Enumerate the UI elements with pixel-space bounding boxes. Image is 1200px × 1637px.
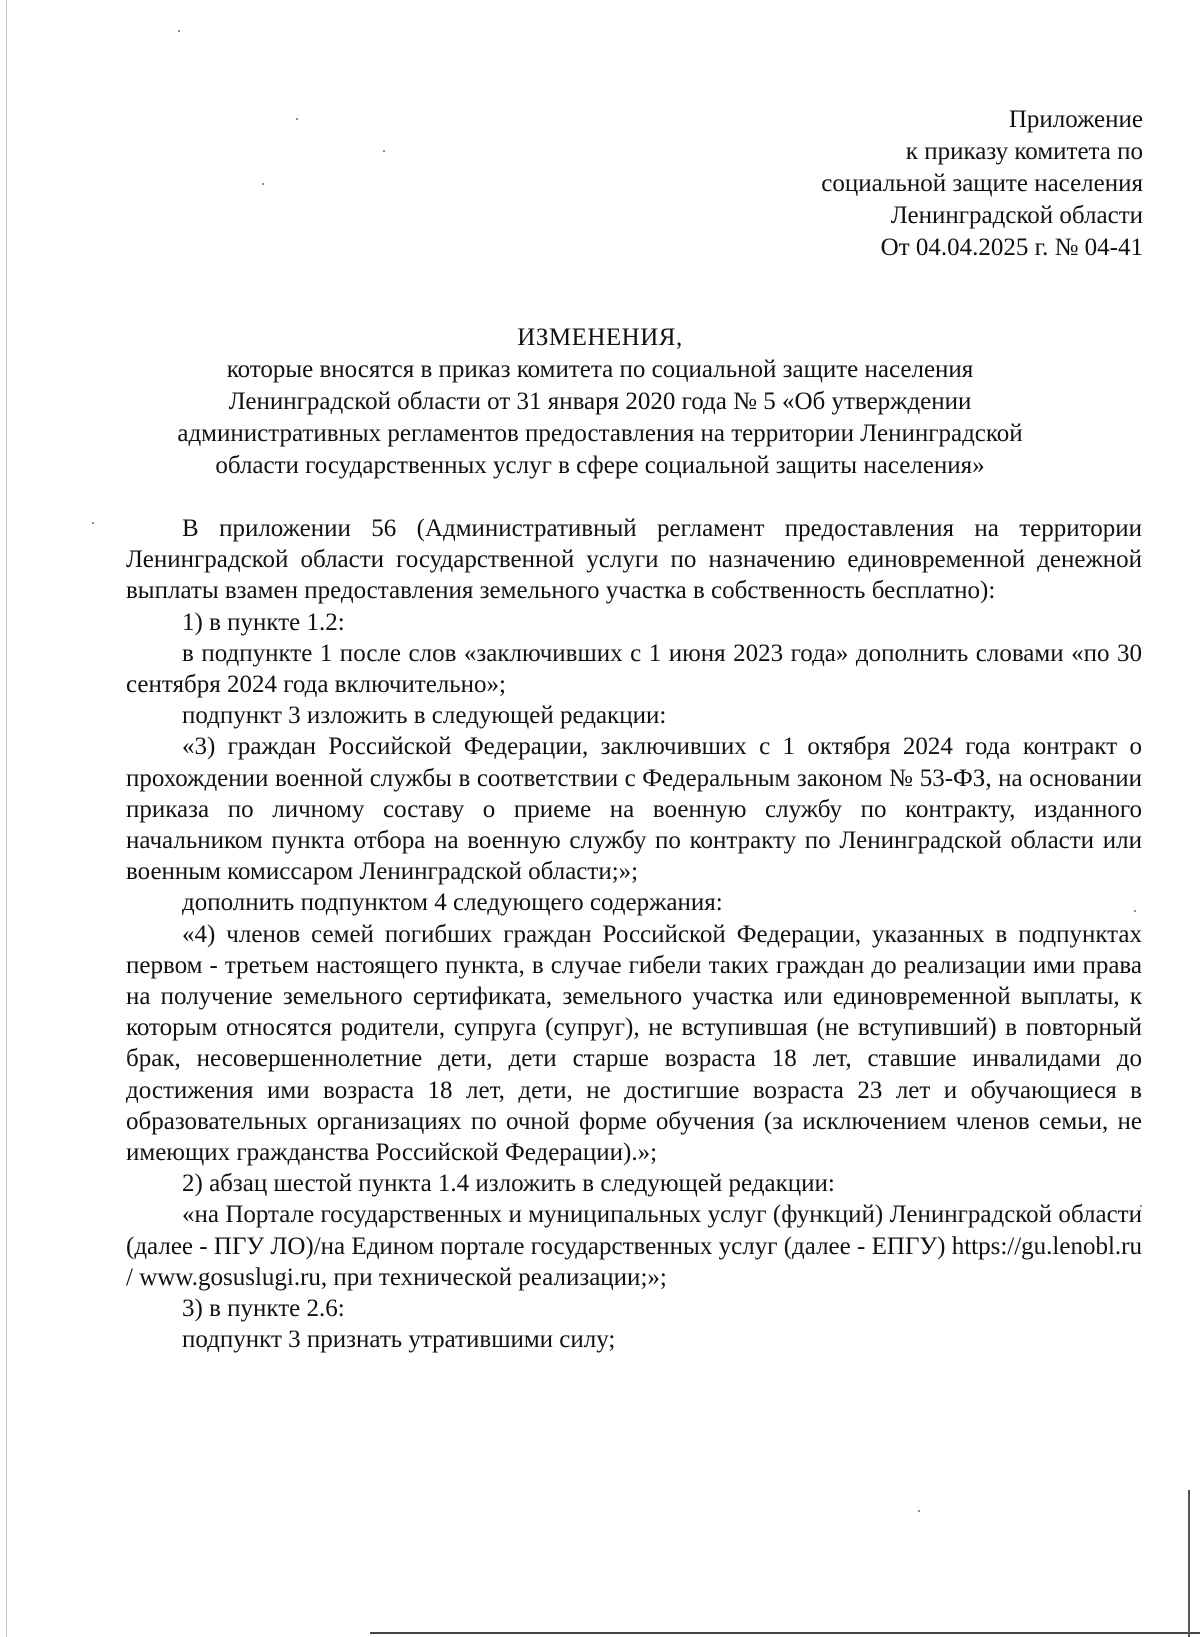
scan-edge-left (6, 0, 7, 1637)
appendix-order-number: От 04.04.2025 г. № 04-41 (880, 234, 1143, 261)
body-paragraph: дополнить подпунктом 4 следующего содержания: (182, 889, 723, 917)
body-paragraph: 2) абзац шестой пункта 1.4 изложить в следующей редакции: (182, 1170, 835, 1198)
appendix-header-line: Приложение (1008, 106, 1143, 133)
appendix-header-line: социальной защите населения (821, 170, 1143, 197)
document-body (126, 513, 1142, 1355)
title-line: которые вносятся в приказ комитета по социальной защите населения (226, 356, 974, 383)
body-paragraph: «3) граждан Российской Федерации, заключивших с 1 октября 2024 года контракт о прохождении военной службы в соответствии с Федеральным законом № 53-ФЗ, на основании приказа по личному составу о приеме на военную службу по контракту, изданного начальником пункта отбора на военную службу по контракту по Ленинградской области или военным комиссаром Ленинградской области;»; (126, 733, 1142, 886)
scan-speck (92, 522, 94, 524)
appendix-header-line: к приказу комитета по (905, 138, 1143, 165)
scan-speck (918, 1510, 920, 1512)
title-heading: ИЗМЕНЕНИЯ, (517, 324, 683, 351)
scan-speck (262, 183, 264, 185)
body-paragraph: в подпункте 1 после слов «заключивших с 1 июня 2023 года» дополнить словами «по 30 сентября 2024 года включительно»; (126, 639, 1142, 699)
body-paragraph: 3) в пункте 2.6: (182, 1295, 345, 1323)
appendix-header (821, 104, 1143, 264)
appendix-header-line: Ленинградской области (890, 202, 1143, 229)
body-paragraph: подпункт 3 изложить в следующей редакции: (182, 702, 667, 730)
scan-edge-right (1188, 1490, 1190, 1637)
title-line: области государственных услуг в сфере социальной защиты населения» (215, 452, 985, 479)
body-paragraph: «на Портале государственных и муниципальных услуг (функций) Ленинградской области (далее - ПГУ ЛО)/на Едином портале государственных услуг (далее - ЕПГУ) https://gu.lenobl.ru / www.gosuslugi.ru, при технической реализации;»; (126, 1201, 1142, 1291)
document-title (100, 322, 1100, 482)
scan-speck (178, 30, 180, 32)
scan-speck (383, 150, 385, 152)
title-line: Ленинградской области от 31 января 2020 года № 5 «Об утверждении (228, 388, 972, 415)
body-paragraph: «4) членов семей погибших граждан Российской Федерации, указанных в подпунктах первом - третьем настоящего пункта, в случае гибели таких граждан до реализации ими права на получение земельного сертификата, земельного участка или единовременной выплаты, к которым относятся родители, супруга (супруг), не вступившая (не вступивший) в повторный брак, несовершеннолетние дети, дети старше возраста 18 лет, ставшие инвалидами до достижения ими возраста 18 лет, дети, не достигшие возраста 23 лет и обучающиеся в образовательных организациях по очной форме обучения (за исключением членов семьи, не имеющих гражданства Российской Федерации).»; (126, 920, 1142, 1167)
scan-edge-bottom (370, 1632, 1200, 1634)
body-paragraph: подпункт 3 признать утратившими силу; (182, 1326, 616, 1354)
title-line: административных регламентов предоставления на территории Ленинградской (177, 420, 1023, 447)
body-paragraph: В приложении 56 (Административный регламент предоставления на территории Ленинградской области государственной услуги по назначению единовременной денежной выплаты взамен предоставления земельного участка в собственность бесплатно): (126, 515, 1142, 605)
body-paragraph: 1) в пункте 1.2: (182, 608, 345, 636)
scan-speck (296, 118, 298, 120)
